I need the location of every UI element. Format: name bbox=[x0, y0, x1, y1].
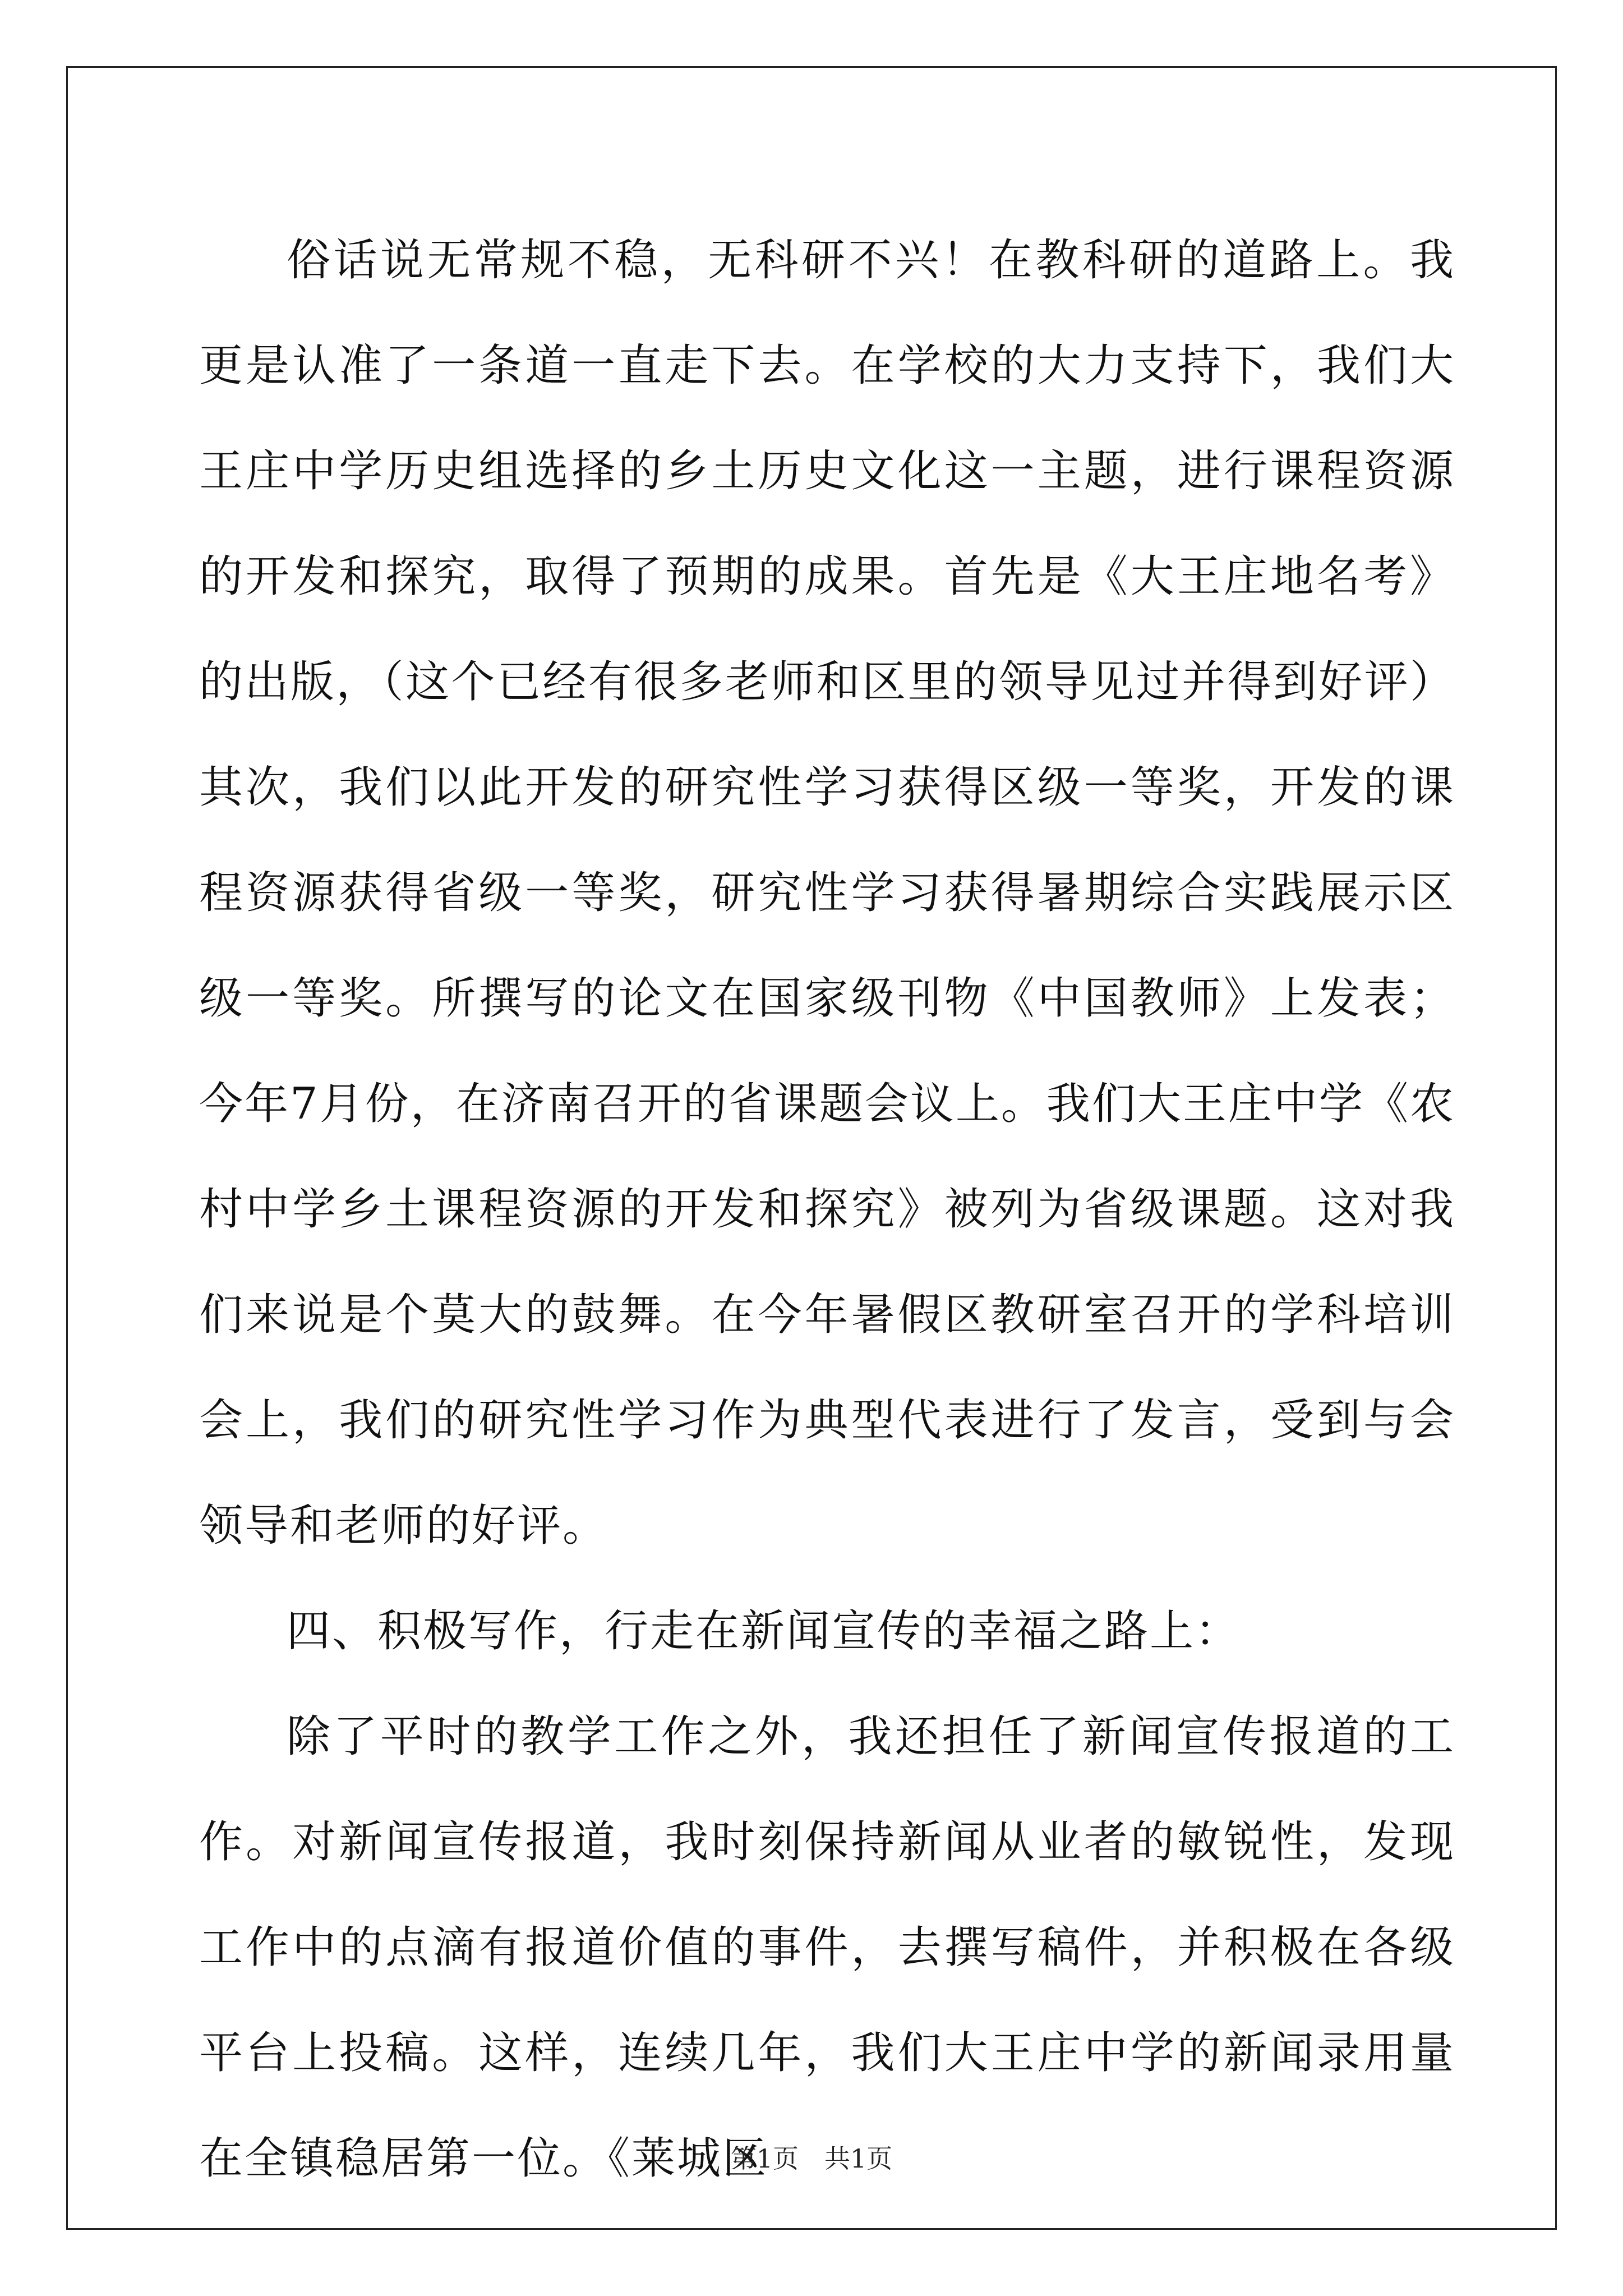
page-footer: 第1页 共1页 bbox=[730, 2143, 893, 2174]
section-heading-writing: 四、积极写作，行走在新闻宣传的幸福之路上： bbox=[287, 1606, 1241, 1657]
paragraph-news-reporting: 除了平时的教学工作之外，我还担任了新闻宣传报道的工作。对新闻宣传报道，我时刻保持新闻从业者的敏锐性，发现工作中的点滴有报道价值的事件，去撰写稿件，并积极在各级平台上投稿。这样，连续几年，我们大王庄中学的新闻录用量在全镇稳居第一位。《莱城区 bbox=[199, 1711, 1455, 2184]
document-body bbox=[199, 208, 1455, 2211]
paragraph-research: 俗话说无常规不稳，无科研不兴！在教科研的道路上。我更是认准了一条道一直走下去。在学校的大力支持下，我们大王庄中学历史组选择的乡土历史文化这一主题，进行课程资源的开发和探究，取得了预期的成果。首先是《大王庄地名考》的出版，（这个已经有很多老师和区里的领导见过并得到好评）其次，我们以此开发的研究性学习获得区级一等奖，开发的课程资源获得省级一等奖，研究性学习获得暑期综合实践展示区级一等奖。所撰写的论文在国家级刊物《中国教师》上发表；今年7月份，在济南召开的省课题会议上。我们大王庄中学《农村中学乡土课程资源的开发和探究》被列为省级课题。这对我们来说是个莫大的鼓舞。在今年暑假区教研室召开的学科培训会上，我们的研究性学习作为典型代表进行了发言，受到与会领导和老师的好评。 bbox=[199, 235, 1455, 1551]
